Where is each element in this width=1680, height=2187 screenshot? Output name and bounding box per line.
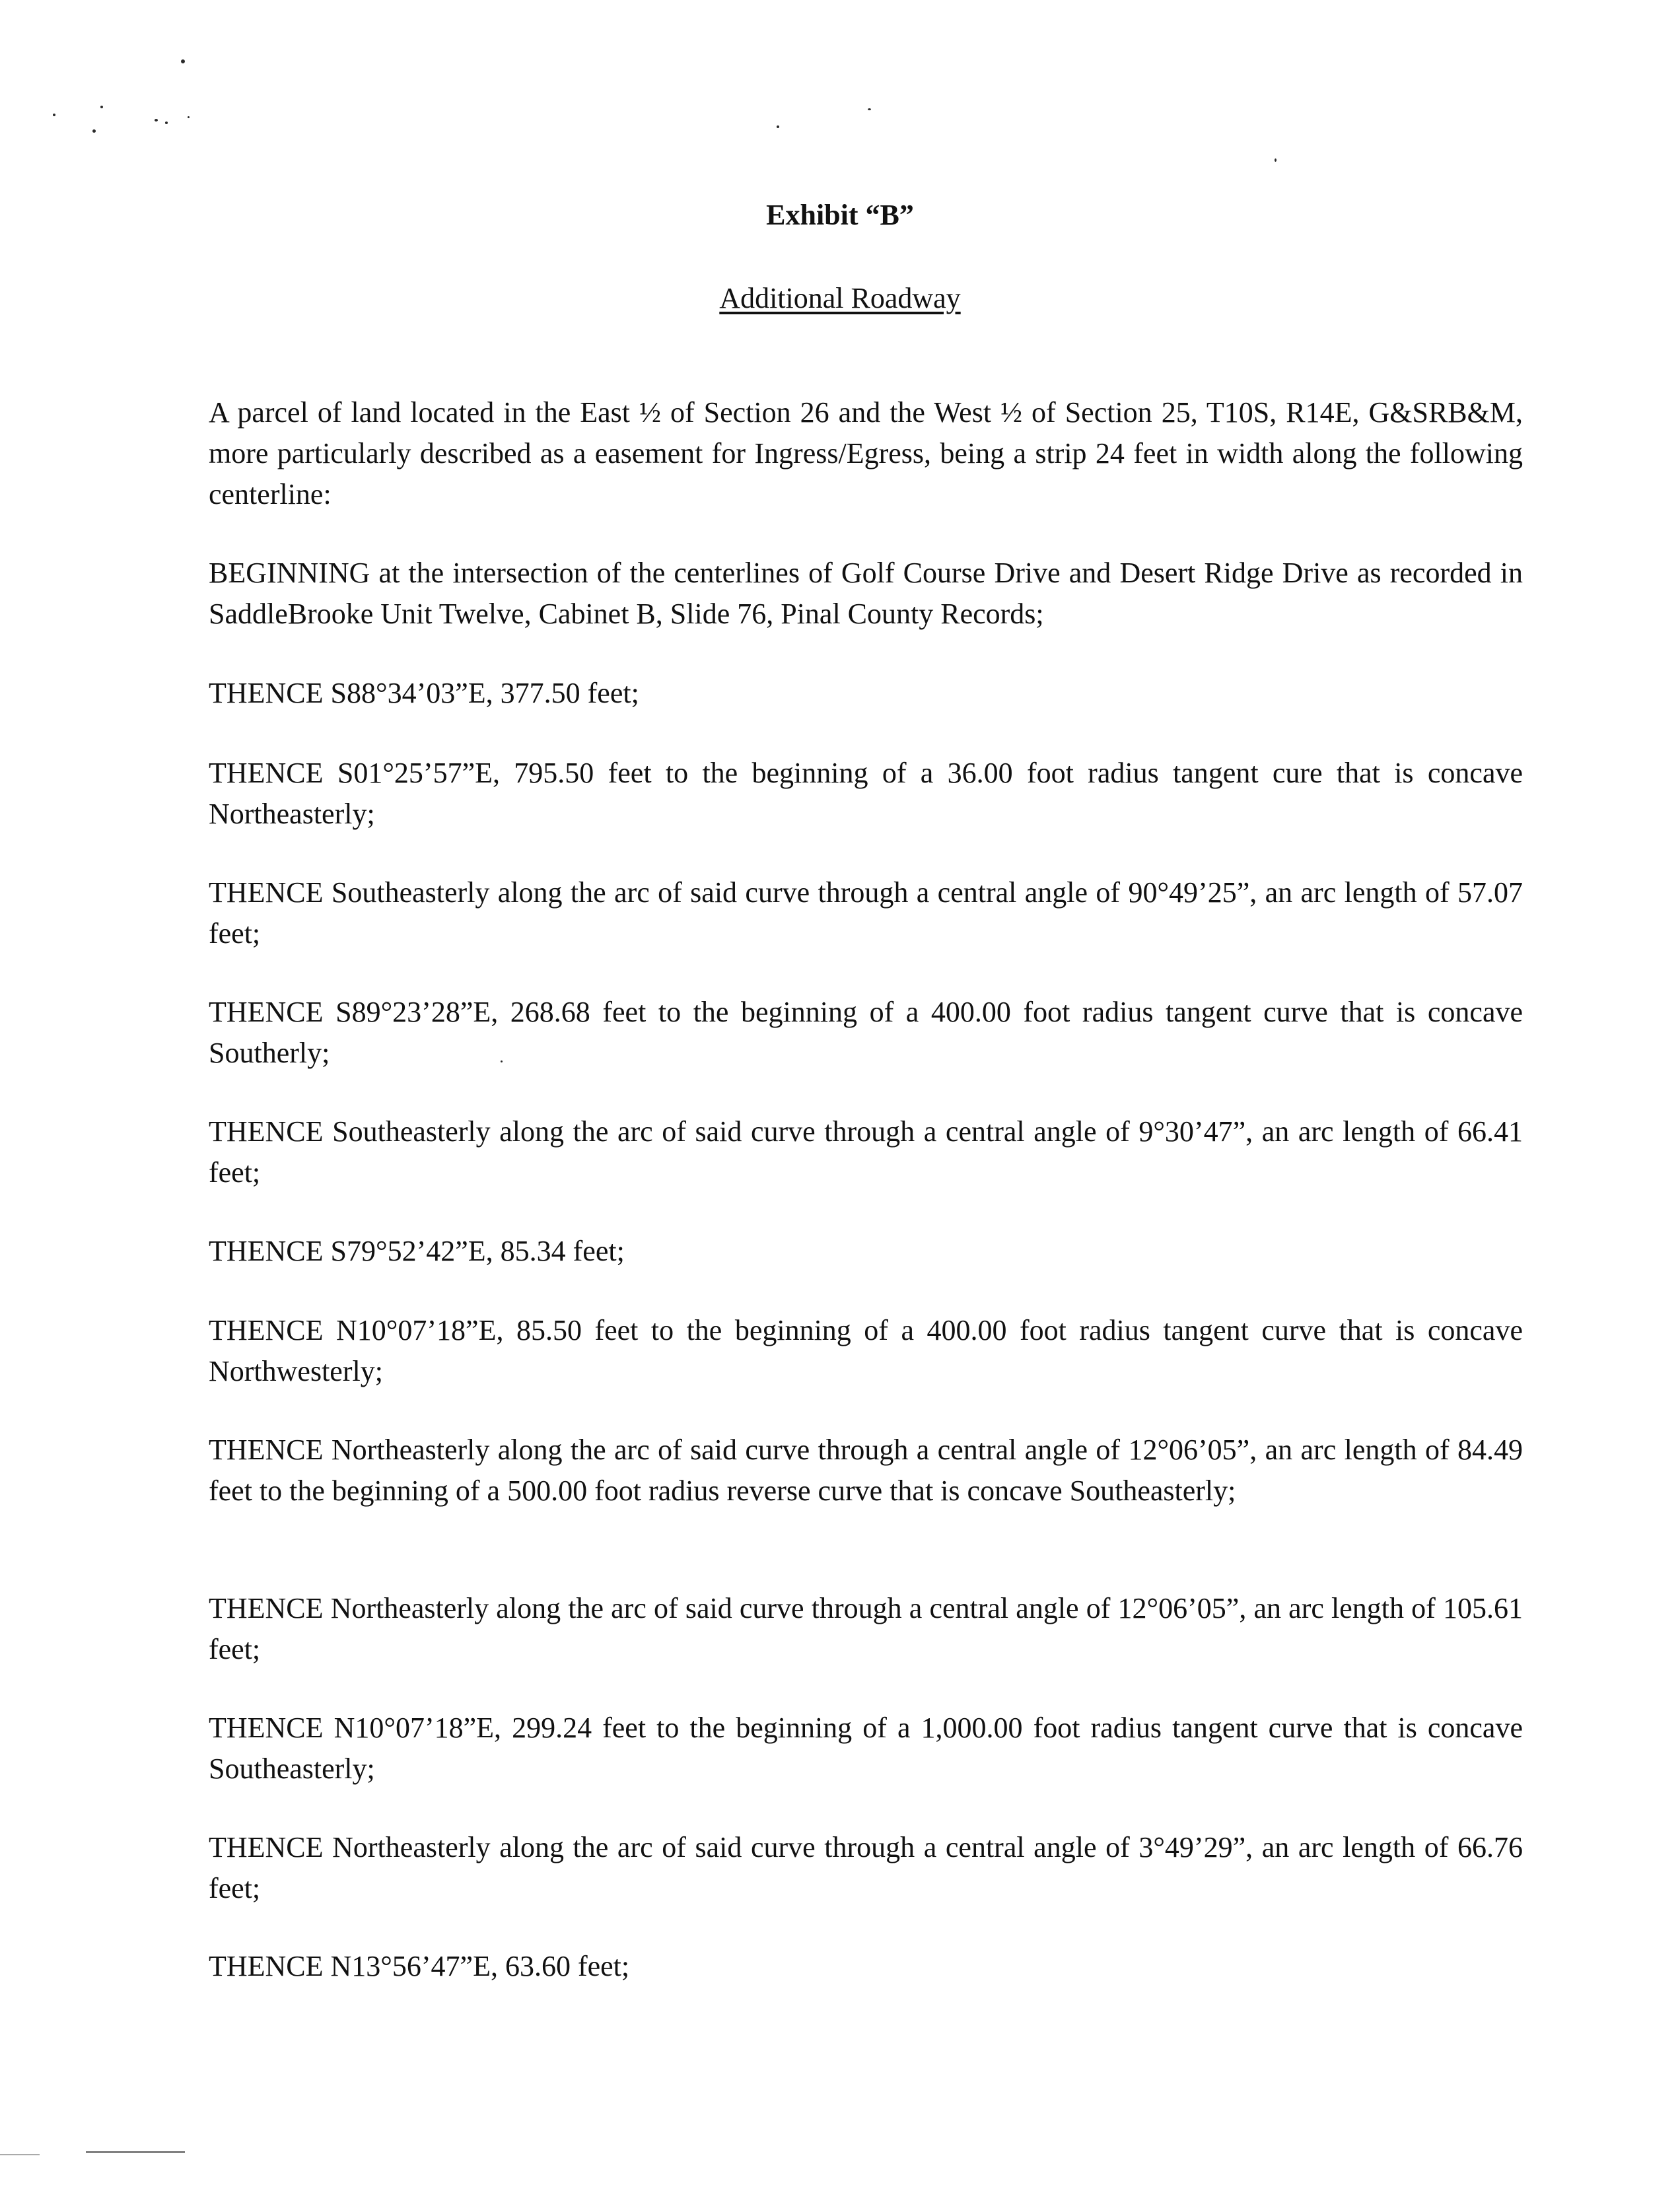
scan-speck — [181, 59, 185, 63]
course-7: THENCE N10°07’18”E, 85.50 feet to the beginning of a 400.00 foot radius tangent curve that is concave Northwesterly; — [209, 1314, 1523, 1387]
scan-speck — [777, 125, 779, 128]
course-9: THENCE Northeasterly along the arc of said curve through a central angle of 12°06’05”, an arc length of 105.61 feet; — [209, 1592, 1523, 1665]
course-10: THENCE N10°07’18”E, 299.24 feet to the beginning of a 1,000.00 foot radius tangent curve that is concave Southeasterly; — [209, 1712, 1523, 1785]
course-8: THENCE Northeasterly along the arc of said curve through a central angle of 12°06’05”, an arc length of 84.49 feet to the beginning of a 500.00 foot radius reverse curve that is concave Southeasterly; — [209, 1434, 1523, 1507]
document-title: Exhibit “B” — [766, 199, 914, 231]
course-4: THENCE S89°23’28”E, 268.68 feet to the beginning of a 400.00 foot radius tangent curve that is concave Southerly; — [209, 996, 1523, 1069]
scan-speck — [53, 114, 55, 116]
scan-speck — [1275, 158, 1277, 162]
scan-speck — [100, 106, 103, 108]
parcel-description: A parcel of land located in the East ½ of Section 26 and the West ½ of Section 25, T10S, R14E, G&SRB&M, more particularly described as a easement for Ingress/Egress, being a strip 24 feet in width along the following centerline: — [209, 396, 1523, 510]
scan-edge-mark — [0, 2154, 40, 2155]
scan-speck — [92, 129, 96, 133]
course-12: THENCE N13°56’47”E, 63.60 feet; — [209, 1950, 630, 1982]
scan-speck — [165, 122, 168, 124]
course-6: THENCE S79°52’42”E, 85.34 feet; — [209, 1235, 625, 1267]
scan-speck — [155, 119, 158, 122]
course-11: THENCE Northeasterly along the arc of said curve through a central angle of 3°49’29”, an arc length of 66.76 feet; — [209, 1831, 1523, 1904]
course-2: THENCE S01°25’57”E, 795.50 feet to the beginning of a 36.00 foot radius tangent cure that is concave Northeasterly; — [209, 757, 1523, 830]
course-3: THENCE Southeasterly along the arc of said curve through a central angle of 90°49’25”, an arc length of 57.07 feet; — [209, 876, 1523, 950]
beginning-point: BEGINNING at the intersection of the centerlines of Golf Course Drive and Desert Ridge Drive as recorded in SaddleBrooke Unit Twelve, Cabinet B, Slide 76, Pinal County Records; — [209, 557, 1523, 630]
course-5: THENCE Southeasterly along the arc of said curve through a central angle of 9°30’47”, an arc length of 66.41 feet; — [209, 1115, 1523, 1189]
course-1: THENCE S88°34’03”E, 377.50 feet; — [209, 677, 639, 709]
scan-speck — [868, 108, 871, 110]
scan-speck — [188, 116, 190, 118]
scan-edge-mark — [86, 2151, 185, 2153]
document-subtitle: Additional Roadway — [719, 282, 961, 314]
